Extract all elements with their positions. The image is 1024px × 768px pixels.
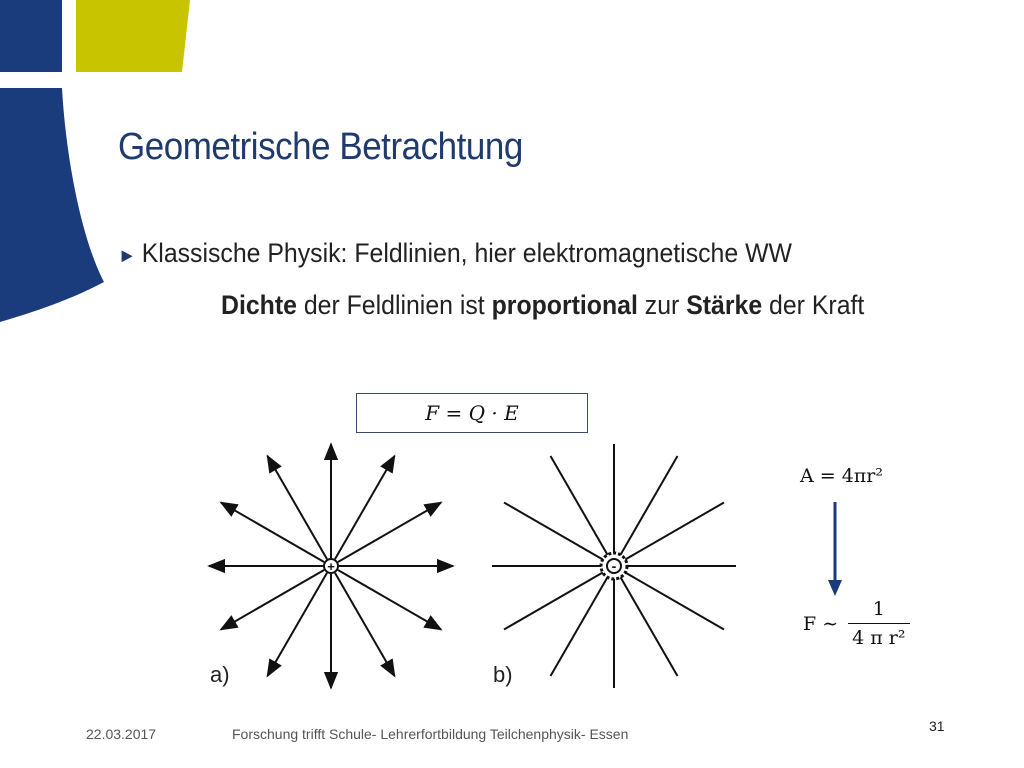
force-formula	[803, 598, 910, 649]
negative-field-line	[621, 570, 724, 630]
sub-point	[221, 288, 883, 322]
footer-date: 22.03.2017	[86, 726, 157, 742]
negative-field-line	[504, 570, 607, 630]
bullet-arrow-icon: ►	[118, 245, 137, 267]
negative-field-line	[551, 456, 611, 559]
down-arrow-icon	[820, 500, 850, 600]
area-formula: A = 4πr²	[800, 465, 883, 487]
negative-charge-sign: -	[611, 558, 617, 574]
force-numerator: 1	[872, 598, 885, 620]
sub-text-1: der Feldlinien ist	[296, 290, 492, 320]
positive-field-line	[335, 573, 395, 676]
emph-proportional: proportional	[491, 290, 638, 320]
positive-charge-sign: +	[327, 559, 335, 574]
logo-swoosh-blue	[0, 88, 104, 322]
negative-field-line	[551, 573, 611, 676]
slide-title: Geometrische Betrachtung	[118, 126, 523, 168]
negative-field-line	[621, 503, 724, 563]
emph-staerke: Stärke	[686, 290, 763, 320]
bullet-point	[118, 238, 792, 269]
positive-field-line	[268, 573, 328, 676]
diagram-label-a: a)	[210, 662, 230, 687]
page-number: 31	[929, 718, 945, 734]
positive-field-line	[221, 503, 324, 563]
emph-dichte: Dichte	[221, 290, 297, 320]
sub-text-3: der Kraft	[762, 290, 865, 320]
positive-field-line	[221, 570, 324, 630]
negative-field-line	[618, 573, 678, 676]
force-denominator: 4 π r²	[848, 623, 909, 649]
logo-square-blue	[0, 0, 62, 72]
field-line-diagram	[195, 435, 755, 695]
logo-parallelogram-yellow	[76, 0, 190, 72]
formula-box: F = Q · E	[356, 393, 588, 433]
positive-field-line	[335, 456, 395, 559]
positive-field-line	[338, 503, 441, 563]
positive-field-line	[268, 456, 328, 559]
positive-field-line	[338, 570, 441, 630]
negative-field-line	[618, 456, 678, 559]
force-fraction	[848, 598, 909, 649]
force-lhs: F ∼	[803, 612, 839, 635]
negative-field-line	[504, 503, 607, 563]
footer-text: Forschung trifft Schule- Lehrerfortbildung Teilchenphysik- Essen	[232, 726, 629, 742]
bullet-text: Klassische Physik: Feldlinien, hier elektromagnetische WW	[141, 238, 792, 268]
sub-text-2: zur	[637, 290, 687, 320]
diagram-label-b: b)	[493, 662, 513, 687]
